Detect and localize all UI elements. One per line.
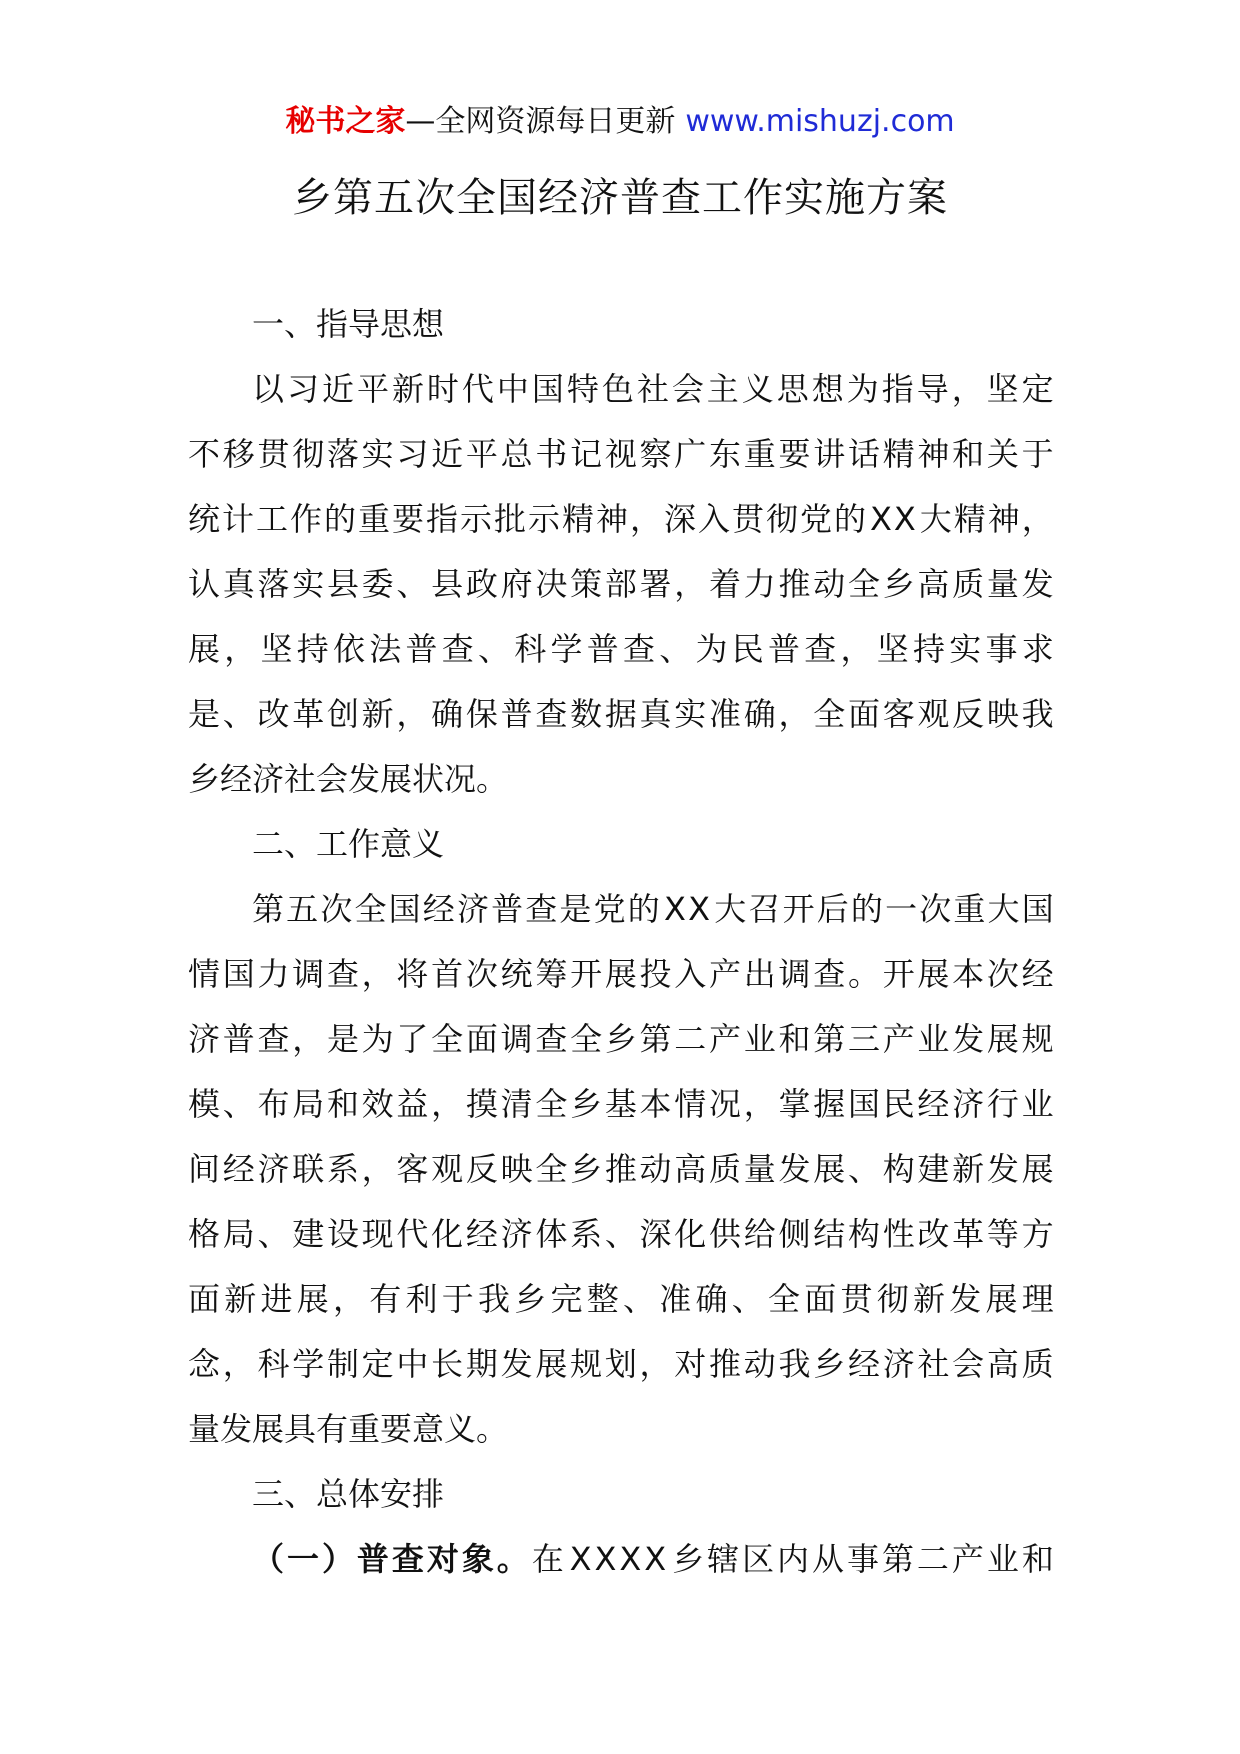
line-text: 三、总体安排 (252, 1475, 445, 1513)
line-text: 乡经济社会发展状况。 (188, 760, 509, 798)
text-line (188, 357, 1054, 422)
line-content (252, 1462, 444, 1527)
section-heading (188, 1462, 1054, 1527)
text-line (188, 617, 1054, 682)
text-line (188, 747, 1054, 812)
line-content: 模 、 布 局 和 效 益 ， 摸 清 全 乡 基 本 情 况 ， 掌 握 国 民 经 济 行 业 (188, 1085, 1054, 1123)
line-text: 一、指导思想 (252, 305, 445, 343)
text-line (188, 1397, 1054, 1462)
line-content: 不 移 贯 彻 落 实 习 近 平 总 书 记 视 察 广 东 重 要 讲 话 精 神 和 关 于 (188, 435, 1054, 473)
line-content (252, 812, 444, 877)
text-line (188, 1267, 1054, 1332)
brand-name: 秘书之家 (285, 104, 406, 139)
line-content: 是 、 改 革 创 新 ， 确 保 普 查 数 据 真 实 准 确 ， 全 面 客 观 反 映 我 (188, 695, 1054, 733)
line-content: （ 一 ） 普 查 对 象 。 在 X X X X 乡 辖 区 内 从 事 第 二 产 业 和 (252, 1540, 1054, 1578)
text-line (188, 1527, 1054, 1592)
header-slogan: —全网资源每日更新 (405, 104, 676, 139)
header-banner (0, 100, 1240, 144)
text-line (188, 877, 1054, 942)
text-line (188, 1202, 1054, 1267)
document-body (188, 292, 1054, 1592)
line-content: 以 习 近 平 新 时 代 中 国 特 色 社 会 主 义 思 想 为 指 导 ， 坚 定 (252, 370, 1054, 408)
section-heading (188, 292, 1054, 357)
text-line (188, 1007, 1054, 1072)
line-content (188, 1397, 508, 1462)
line-content: 格 局 、 建 设 现 代 化 经 济 体 系 、 深 化 供 给 侧 结 构 性 改 革 等 方 (188, 1215, 1054, 1253)
site-url[interactable]: www.mishuzj.com (685, 104, 955, 139)
line-content: 展 ， 坚 持 依 法 普 查 、 科 学 普 查 、 为 民 普 查 ， 坚 持 实 事 求 (188, 630, 1054, 668)
document-title: 乡第五次全国经济普查工作实施方案 (292, 175, 948, 221)
line-content: 统 计 工 作 的 重 要 指 示 批 示 精 神 ， 深 入 贯 彻 党 的 X X 大 精 神 ， (188, 500, 1054, 538)
text-line (188, 682, 1054, 747)
text-line (188, 487, 1054, 552)
section-heading (188, 812, 1054, 877)
text-line (188, 1072, 1054, 1137)
text-line (188, 942, 1054, 1007)
line-content (252, 292, 444, 357)
line-content: 情 国 力 调 查 ， 将 首 次 统 筹 开 展 投 入 产 出 调 查 。 开 展 本 次 经 (188, 955, 1054, 993)
line-content: 济 普 查 ， 是 为 了 全 面 调 查 全 乡 第 二 产 业 和 第 三 产 业 发 展 规 (188, 1020, 1054, 1058)
text-line (188, 1137, 1054, 1202)
line-content: 第 五 次 全 国 经 济 普 查 是 党 的 X X 大 召 开 后 的 一 次 重 大 国 (252, 890, 1054, 928)
line-content (188, 747, 508, 812)
text-line (188, 552, 1054, 617)
line-content: 间 经 济 联 系 ， 客 观 反 映 全 乡 推 动 高 质 量 发 展 、 构 建 新 发 展 (188, 1150, 1054, 1188)
text-line (188, 422, 1054, 487)
line-text: 量发展具有重要意义。 (188, 1410, 509, 1448)
line-content: 念 ， 科 学 制 定 中 长 期 发 展 规 划 ， 对 推 动 我 乡 经 济 社 会 高 质 (188, 1345, 1054, 1383)
text-line (188, 1332, 1054, 1397)
line-content: 认 真 落 实 县 委 、 县 政 府 决 策 部 署 ， 着 力 推 动 全 乡 高 质 量 发 (188, 565, 1054, 603)
line-text: 二、工作意义 (252, 825, 445, 863)
line-content: 面 新 进 展 ， 有 利 于 我 乡 完 整 、 准 确 、 全 面 贯 彻 新 发 展 理 (188, 1280, 1054, 1318)
